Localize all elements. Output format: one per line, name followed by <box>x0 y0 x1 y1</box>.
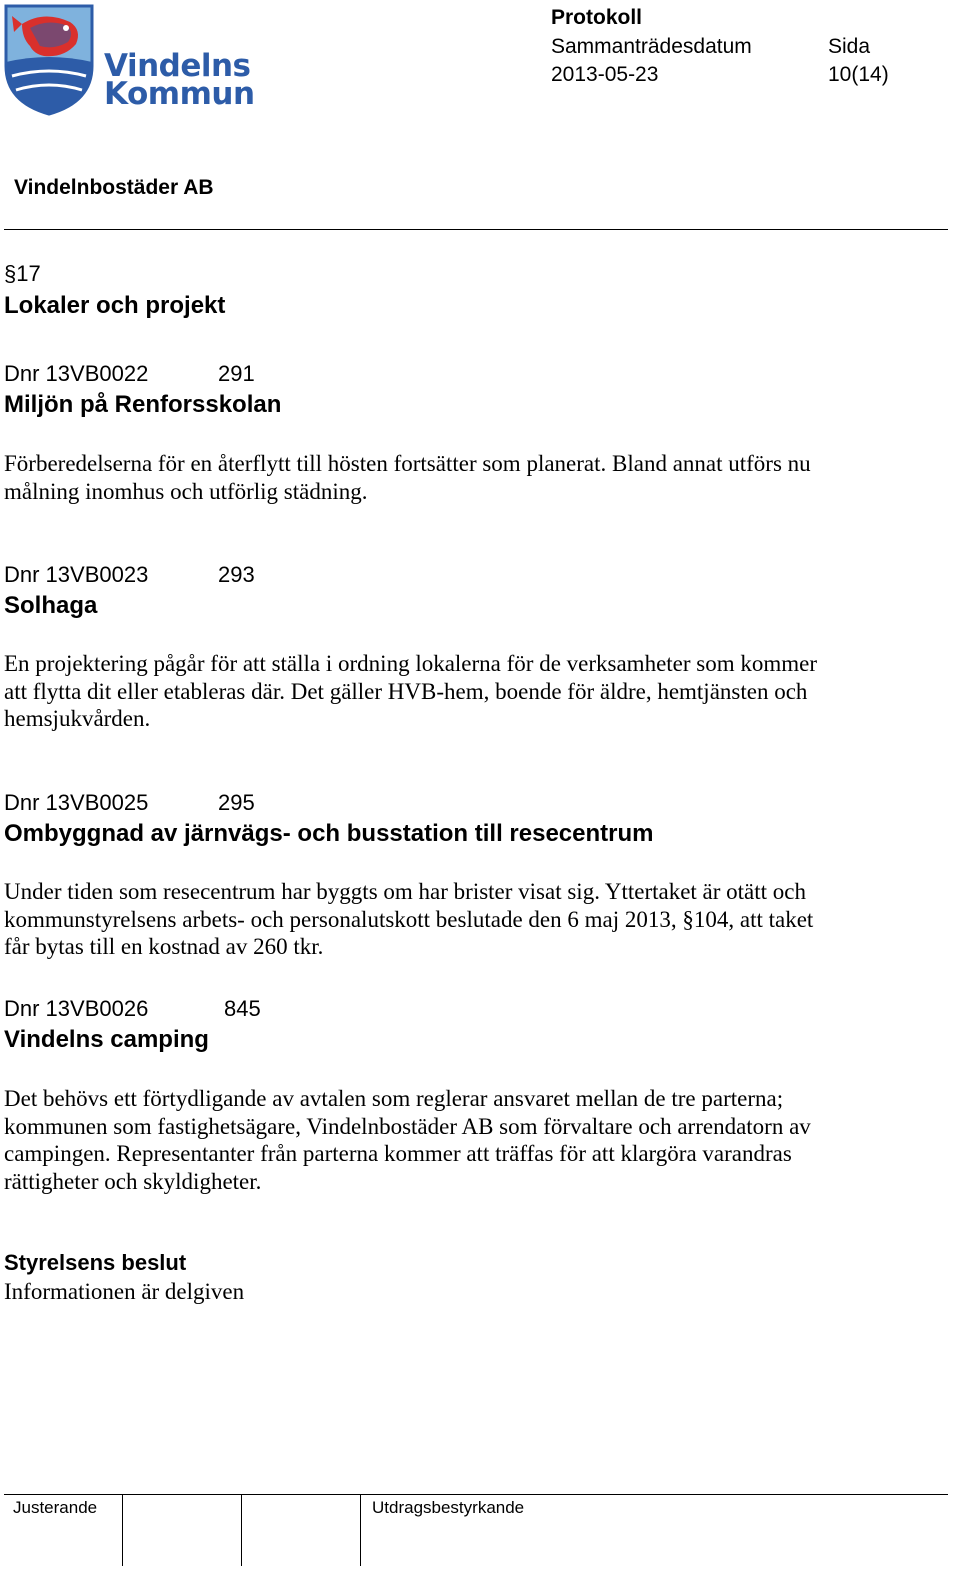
signature-box-divider <box>360 1494 361 1566</box>
item-title: Miljön på Renforsskolan <box>4 391 282 418</box>
item-text: Det behövs ett förtydligande av avtalen som reglerar ansvaret mellan de tre parterna; kommunen som fastighetsägare, Vindelnbostäder AB som förvaltare och arrendatorn av campingen. Representanter från parterna kommer att träffas för att klargöra varandras rättigheter och skyldigheter. <box>4 1086 811 1194</box>
item-text: En projektering pågår för att ställa i ordning lokalerna för de verksamheter som kommer att flytta dit eller etableras där. Det gäller HVB-hem, boende för äldre, hemtjänsten och hemsjukvården. <box>4 651 818 731</box>
footer-divider <box>4 1494 948 1495</box>
item-title: Ombyggnad av järnvägs- och busstation till resecentrum <box>4 820 654 847</box>
item-dnr-line <box>4 562 255 588</box>
decision-heading: Styrelsens beslut <box>4 1250 187 1275</box>
signature-footer <box>4 1494 948 1566</box>
logo-name-line2: Kommun <box>104 76 255 112</box>
item-text: Under tiden som resecentrum har byggts om har brister visat sig. Yttertaket är otätt och kommunstyrelsens arbets- och personalutskott beslutade den 6 maj 2013, §104, att taket får bytas till en kostnad av 260 tkr. <box>4 879 814 959</box>
paragraph-number: §17 <box>4 261 41 286</box>
adjuster-label: Justerande <box>13 1498 98 1517</box>
dnr-code: 291 <box>218 361 255 386</box>
section-title: Lokaler och projekt <box>4 292 226 319</box>
meeting-date-value: 2013-05-23 <box>551 63 659 86</box>
item-title: Vindelns camping <box>4 1026 209 1053</box>
page-label: Sida <box>828 35 871 58</box>
header-divider <box>4 229 948 230</box>
fish-shield-icon <box>4 4 96 116</box>
dnr-number: Dnr 13VB0026 <box>4 996 149 1021</box>
item-dnr-line <box>4 996 261 1022</box>
dnr-code: 293 <box>218 562 255 587</box>
item-text: Förberedelserna för en återflytt till hösten fortsätter som planerat. Bland annat utförs nu målning inomhus och utförlig städning. <box>4 451 811 504</box>
item-title: Solhaga <box>4 592 98 619</box>
dnr-number: Dnr 13VB0025 <box>4 790 149 815</box>
decision-text: Informationen är delgiven <box>4 1279 245 1304</box>
dnr-code: 295 <box>218 790 255 815</box>
meeting-date-label: Sammanträdesdatum <box>551 35 752 58</box>
dnr-code: 845 <box>224 996 261 1021</box>
organization-name: Vindelnbostäder AB <box>14 176 214 199</box>
signature-box-divider <box>122 1494 123 1566</box>
document-type: Protokoll <box>551 6 643 29</box>
extract-certifier-label: Utdragsbestyrkande <box>372 1498 525 1517</box>
item-dnr-line <box>4 361 255 387</box>
page-number: 10(14) <box>828 63 889 86</box>
municipality-logo <box>4 4 255 116</box>
dnr-number: Dnr 13VB0022 <box>4 361 149 386</box>
signature-box-divider <box>241 1494 242 1566</box>
dnr-number: Dnr 13VB0023 <box>4 562 149 587</box>
logo-name-line1: Vindelns <box>104 48 251 84</box>
item-dnr-line <box>4 790 255 816</box>
